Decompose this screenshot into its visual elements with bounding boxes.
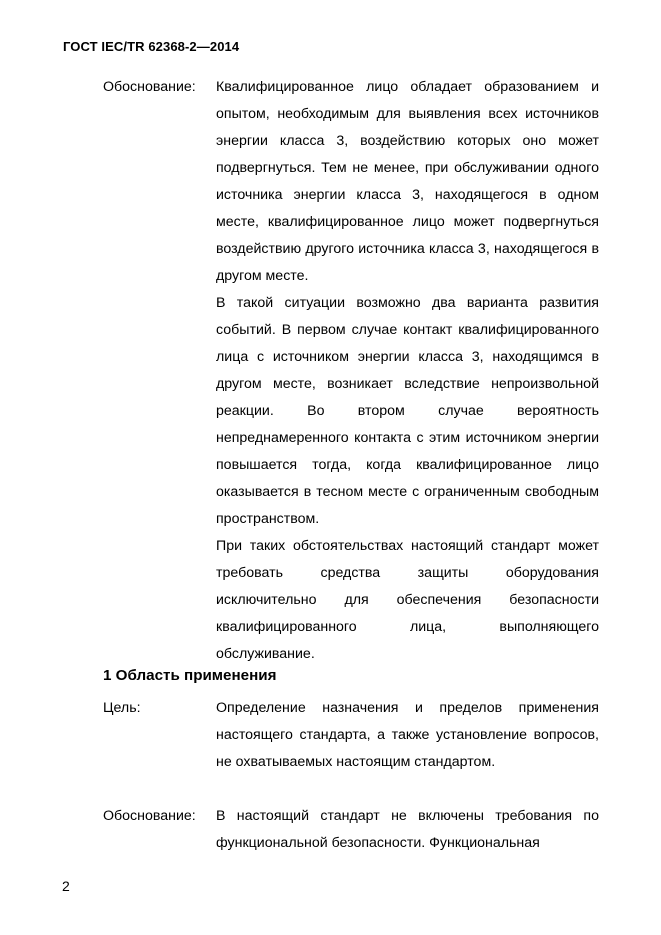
rationale-text-2: В настоящий стандарт не включены требования по функциональной безопасности. Функциональная [216,808,599,851]
rationale-paragraph-1: Квалифицированное лицо обладает образованием и опытом, необходимым для выявления всех источников энергии класса 3, воздействию которых оно может подвергнуться. Тем не менее, при обслуживании одного источника энергии класса 3, находящегося в одном месте, квалифицированное лицо может подвергнуться воздействию другого источника класса 3, находящегося в другом месте. [216,79,599,284]
rationale-paragraph-2: В такой ситуации возможно два варианта развития событий. В первом случае контакт квалифицированного лица с источником энергии класса 3, находящимся в другом месте, возникает вследствие непроизвольной реакции. Во втором случае вероятность непреднамеренного контакта с этим источником энергии повышается тогда, когда квалифицированное лицо оказывается в тесном месте с ограниченным свободным пространством. [216,295,599,527]
purpose-text: Определение назначения и пределов применения настоящего стандарта, а также установление вопросов, не охватываемых настоящим стандартом. [216,700,599,770]
rationale-paragraph-3: При таких обстоятельствах настоящий стандарт может требовать средства защиты оборудования исключительно для обеспечения безопасности квалифицированного лица, выполняющего обслуживание. [216,538,599,662]
page-number: 2 [62,878,70,894]
section-heading: 1 Область применения [103,667,277,684]
purpose-label: Цель: [103,700,141,716]
rationale-label: Обоснование: [103,79,196,95]
rationale-label-2: Обоснование: [103,808,196,824]
document-header: ГОСТ IEC/TR 62368-2—2014 [63,39,240,54]
